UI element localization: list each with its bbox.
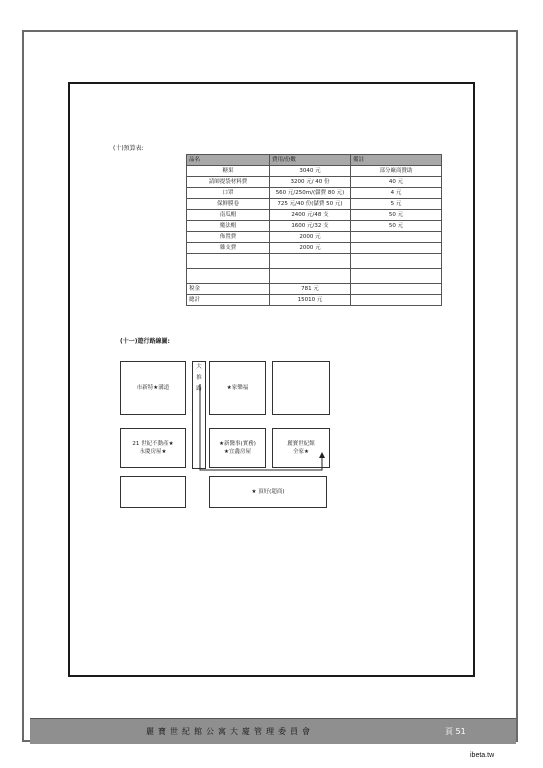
page-number: 頁 51 <box>445 726 466 736</box>
total-label: 總計 <box>187 295 270 306</box>
map-block-d-line2: 永慶房屋★ <box>139 449 167 455</box>
map-block-e-line2: ★宜鑫房屋 <box>224 449 251 455</box>
row-amount: 3200 元/ 40 份 <box>270 177 351 188</box>
map-block-f-line2: 全家★ <box>293 449 309 455</box>
road-char: 路 <box>196 386 202 392</box>
row-amount: 2000 元 <box>270 243 351 254</box>
row-note: 部分廠商贊助 <box>351 166 442 177</box>
budget-col-note: 備註 <box>351 155 442 166</box>
row-note: 4 元 <box>351 188 442 199</box>
map-heading: (十一)遊行路線圖: <box>120 338 170 345</box>
watermark: ibeta.tw <box>470 752 495 759</box>
row-amount: 560 元/250m/(儲費 80 元) <box>270 188 351 199</box>
row-note: 50 元 <box>351 221 442 232</box>
route-arrow-icon <box>319 452 325 458</box>
budget-heading: (十)預算表: <box>113 145 144 152</box>
row-note: 5 元 <box>351 199 442 210</box>
row-amount: 2400 元/48 支 <box>270 210 351 221</box>
row-amount: 3040 元 <box>270 166 351 177</box>
row-amount: 725 元/40 份(儲費 50 元) <box>270 199 351 210</box>
row-item: 請師提袋材料費 <box>187 177 270 188</box>
row-note: 50 元 <box>351 210 442 221</box>
budget-col-item: 品名 <box>187 155 270 166</box>
row-item: 魔法帽 <box>187 221 270 232</box>
row-item: 保鮮膜卷 <box>187 199 270 210</box>
map-block-a-label: 市新特★溝道 <box>136 385 170 391</box>
map-block-f-line1: 麗寶世紀館 <box>287 441 315 447</box>
row-note: 40 元 <box>351 177 442 188</box>
row-item: 口罩 <box>187 188 270 199</box>
tax-label: 稅金 <box>187 284 270 295</box>
road-char: 大 <box>196 364 202 370</box>
row-amount: 1600 元/32 支 <box>270 221 351 232</box>
tax-amount: 781 元 <box>270 284 351 295</box>
map-block-b-label: ★家樂福 <box>226 385 249 391</box>
row-item: 佈置費 <box>187 232 270 243</box>
row-amount: 2000 元 <box>270 232 351 243</box>
map-block-e-line1: ★新醫事(實務) <box>219 441 256 447</box>
road-char: 推 <box>196 375 202 381</box>
map-block-d-line1: 21 世紀不動產★ <box>132 441 174 447</box>
row-item: 南瓜帽 <box>187 210 270 221</box>
total-amount: 15010 元 <box>270 295 351 306</box>
footer-title: 麗寶世紀館公寓大廈管理委員會 <box>146 726 314 736</box>
row-item: 雜支費 <box>187 243 270 254</box>
budget-col-amount: 費用/份數 <box>270 155 351 166</box>
map-block-h-label: ★ 頂好(超商) <box>251 489 285 495</box>
row-item: 糖果 <box>187 166 270 177</box>
